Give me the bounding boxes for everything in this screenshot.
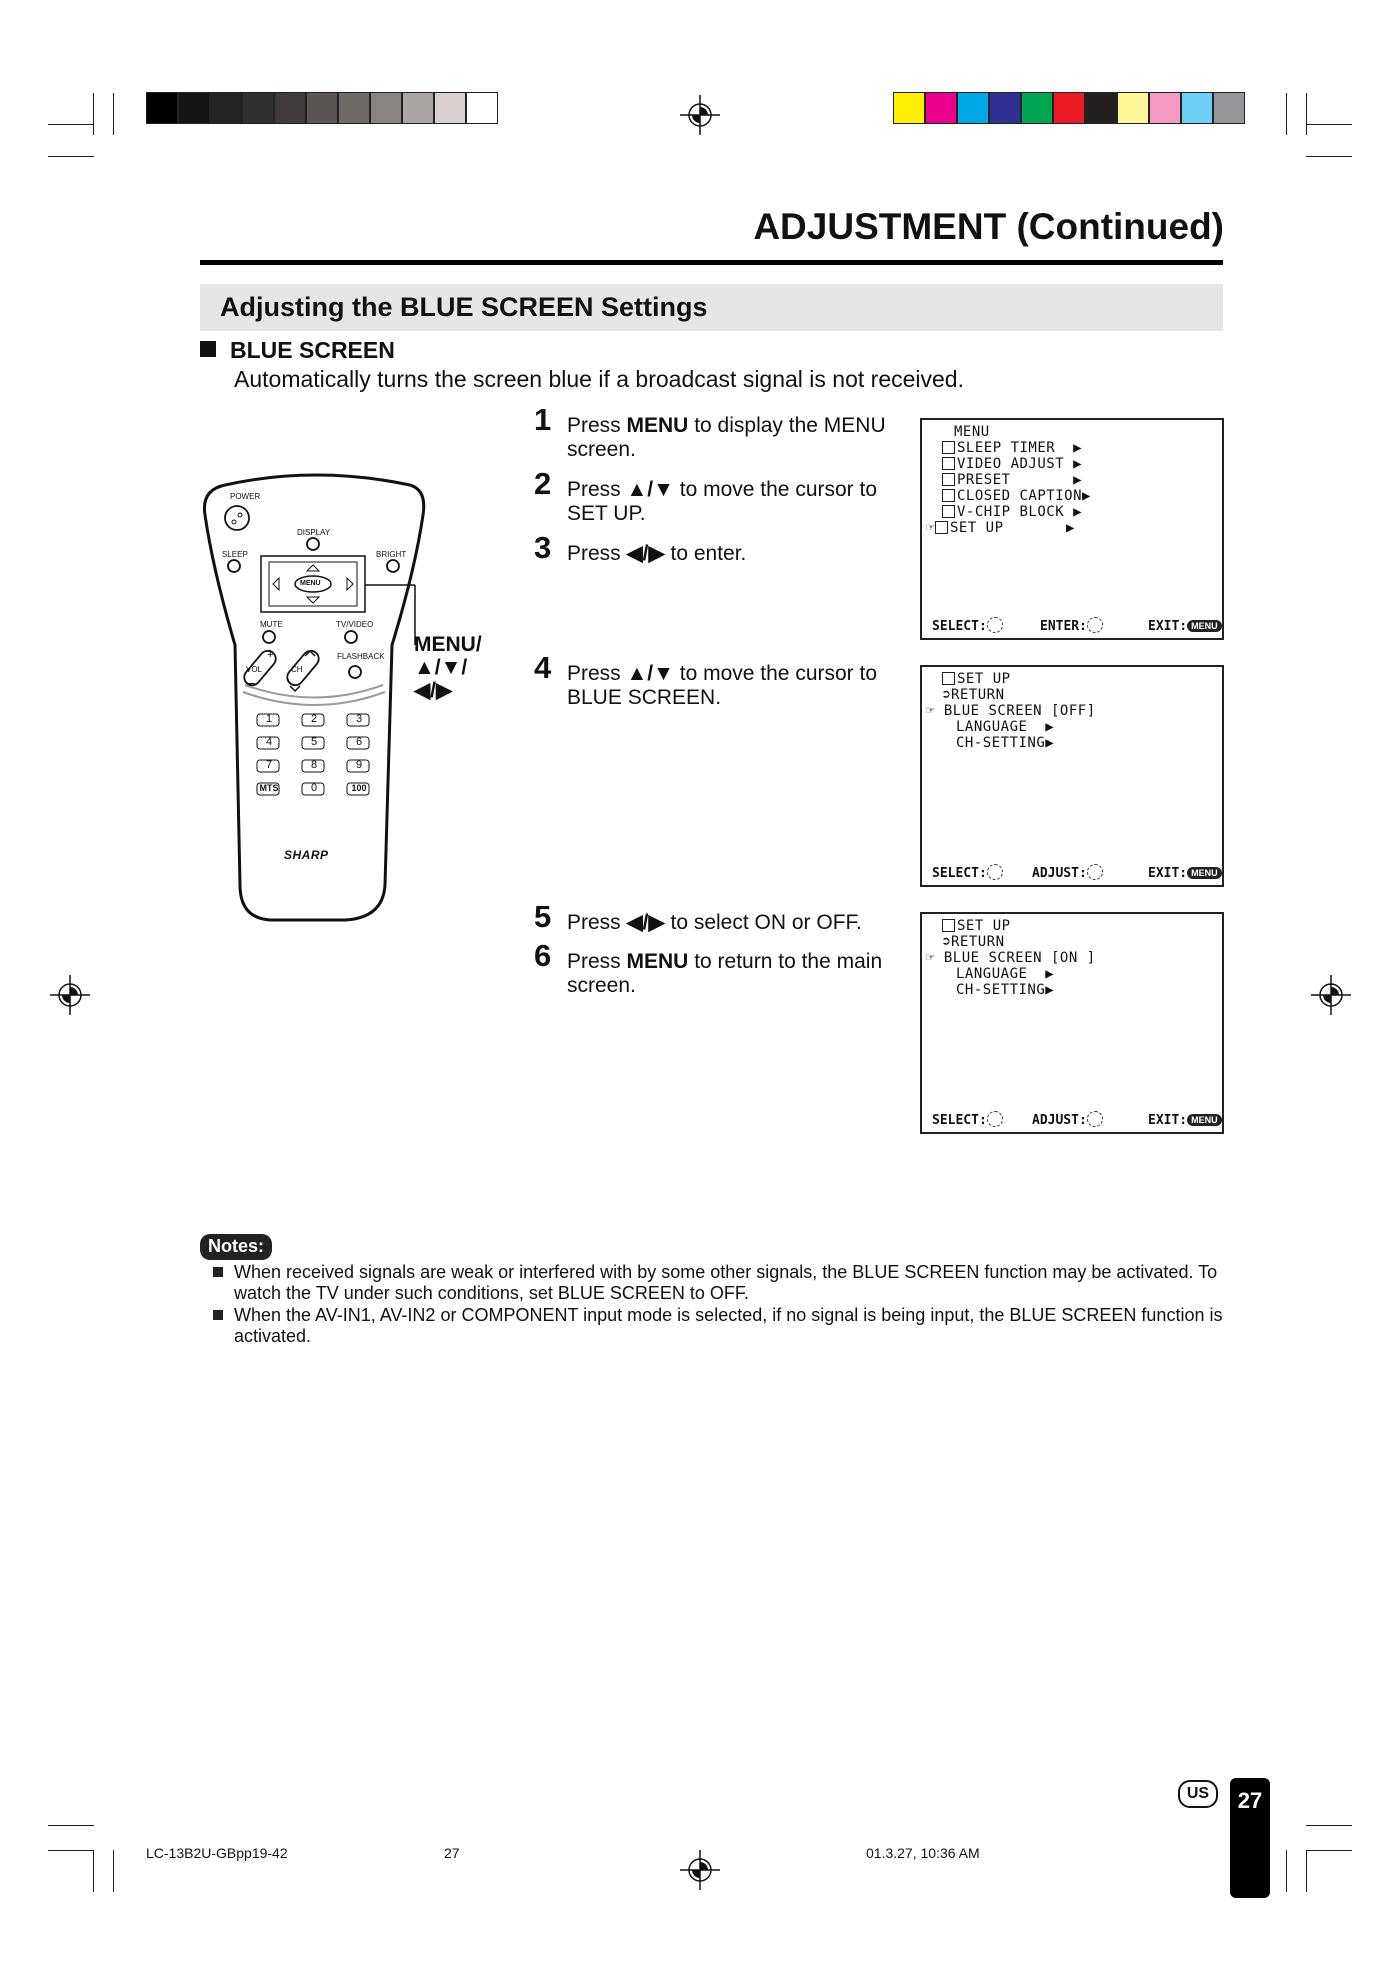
color-swatch	[1053, 92, 1085, 124]
step-text	[567, 414, 907, 462]
crop-mark	[48, 156, 94, 157]
crop-mark	[93, 93, 94, 135]
osd-item-label: V-CHIP BLOCK ▶	[957, 504, 1083, 520]
osd-title	[942, 918, 1011, 934]
registration-mark-icon	[680, 1850, 720, 1890]
bright-label: BRIGHT	[376, 550, 407, 559]
color-swatch	[925, 92, 957, 124]
keypad-button: 6	[355, 736, 363, 748]
color-swatch	[466, 92, 498, 124]
osd-footer-label: SELECT:	[932, 1113, 987, 1128]
bullet-square-icon	[213, 1310, 223, 1320]
grayscale-bar	[146, 92, 498, 124]
number-keypad	[257, 714, 377, 814]
osd-footer-label: SELECT:	[932, 866, 987, 881]
step-number: 4	[534, 650, 552, 685]
color-swatch	[1117, 92, 1149, 124]
step-number: 2	[534, 466, 552, 501]
preset-icon	[942, 473, 955, 486]
step-text-post: to return to the main screen.	[567, 950, 883, 997]
menu-button-icon: MENU	[1187, 620, 1222, 632]
remote-pad-icon	[987, 1111, 1003, 1127]
flashback-label: FLASHBACK	[337, 652, 385, 661]
osd-item	[942, 472, 1082, 488]
osd-item: LANGUAGE ▶	[956, 719, 1055, 735]
color-swatch	[434, 92, 466, 124]
crop-mark	[1306, 1850, 1307, 1892]
color-swatch	[210, 92, 242, 124]
vchip-icon	[942, 505, 955, 518]
step-text	[567, 662, 877, 710]
registration-mark-icon	[680, 95, 720, 135]
remote-pad-icon	[987, 617, 1003, 633]
osd-footer-label: EXIT:	[1148, 1113, 1188, 1128]
osd-footer-exit	[1148, 1113, 1222, 1128]
keypad-button: 3	[355, 713, 363, 725]
osd-item-selected	[926, 520, 1075, 536]
osd-item-label: PRESET ▶	[957, 472, 1083, 488]
remote-callout-line: MENU/	[414, 633, 482, 656]
footer-page-number: 27	[444, 1845, 460, 1861]
setup-icon	[935, 521, 948, 534]
osd-item-label: RETURN	[950, 687, 1005, 703]
caption-icon	[942, 489, 955, 502]
step-text-pre: Press	[567, 414, 627, 437]
return-icon: ➲	[942, 687, 951, 703]
step-text-key: ◀/▶	[626, 911, 665, 934]
color-swatch	[306, 92, 338, 124]
crop-mark	[48, 124, 94, 125]
step-text-pre: Press	[567, 478, 627, 501]
remote-pad-icon	[1087, 617, 1103, 633]
osd-footer-label: EXIT:	[1148, 866, 1188, 881]
keypad-button: 7	[265, 759, 273, 771]
notes-badge: Notes:	[200, 1234, 272, 1260]
page-number-tab	[1230, 1778, 1270, 1898]
keypad-button: 4	[265, 736, 273, 748]
osd-item-label: RETURN	[950, 934, 1005, 950]
step-number: 3	[534, 530, 552, 565]
osd-setup-screen-on	[920, 912, 1224, 1134]
registration-mark-icon	[50, 975, 90, 1015]
step-text-post: to move the cursor to SET UP.	[567, 478, 878, 525]
step-text-post: to display the MENU screen.	[567, 414, 886, 461]
osd-item	[942, 440, 1082, 456]
osd-item-selected	[926, 950, 1096, 966]
section-heading: Adjusting the BLUE SCREEN Settings	[220, 292, 708, 322]
osd-item-label: SLEEP TIMER ▶	[957, 440, 1083, 456]
osd-footer-label: EXIT:	[1148, 619, 1188, 634]
step-text	[567, 950, 907, 998]
crop-mark	[1306, 1850, 1352, 1851]
setup-icon	[942, 672, 955, 685]
osd-footer-label: ENTER:	[1040, 619, 1087, 634]
color-swatch	[146, 92, 178, 124]
setup-icon	[942, 919, 955, 932]
color-swatch	[178, 92, 210, 124]
keypad-button: 8	[310, 759, 318, 771]
crop-mark	[113, 93, 114, 135]
osd-item: CH-SETTING▶	[956, 982, 1055, 998]
hundred-button: 100	[351, 783, 367, 793]
keypad-button: 9	[355, 759, 363, 771]
remote-callout-line: ◀/▶	[414, 679, 453, 702]
osd-item	[942, 687, 1005, 703]
color-swatch	[893, 92, 925, 124]
section-heading-bar	[200, 284, 1223, 331]
osd-setup-screen-off	[920, 665, 1224, 887]
color-swatch	[1149, 92, 1181, 124]
step-text-post: to select ON or OFF.	[664, 911, 862, 934]
bullet-square-icon	[200, 341, 216, 357]
hand-pointer-icon: ☞	[926, 520, 935, 536]
crop-mark	[1306, 93, 1307, 135]
sleep-label: SLEEP	[222, 550, 248, 559]
step-text-key: ▲/▼	[626, 662, 674, 685]
remote-pad-icon	[987, 864, 1003, 880]
svg-text:–: –	[247, 674, 255, 690]
menu-button: MENU	[300, 580, 321, 587]
color-swatch	[1181, 92, 1213, 124]
step-number: 1	[534, 402, 552, 437]
color-swatch	[370, 92, 402, 124]
step-text-post: to move the cursor to BLUE SCREEN.	[567, 662, 878, 709]
step-text-pre: Press	[567, 542, 627, 565]
page-number: 27	[1237, 1788, 1263, 1813]
osd-item-label: CLOSED CAPTION▶	[957, 488, 1091, 504]
keypad-button: 1	[265, 713, 273, 725]
crop-mark	[1306, 1825, 1352, 1826]
step-text-pre: Press	[567, 950, 627, 973]
description: Automatically turns the screen blue if a broadcast signal is not received.	[234, 366, 964, 392]
sharp-logo: SHARP	[284, 848, 329, 862]
osd-footer-select	[932, 864, 1003, 881]
return-icon: ➲	[942, 934, 951, 950]
color-swatch	[1085, 92, 1117, 124]
note-text: When received signals are weak or interfered with by some other signals, the BLUE SCREEN function may be activated. To watch the TV under such conditions, set BLUE SCREEN to OFF.	[234, 1262, 1218, 1303]
step-number: 6	[534, 938, 552, 973]
step-text	[567, 911, 907, 935]
osd-footer-label: SELECT:	[932, 619, 987, 634]
remote-pad-icon	[1087, 1111, 1103, 1127]
osd-footer-exit	[1148, 619, 1222, 634]
tv-video-label: TV/VIDEO	[336, 620, 374, 629]
osd-footer-select	[932, 1111, 1003, 1128]
vol-label: VOL	[246, 665, 263, 674]
step-text-pre: Press	[567, 662, 627, 685]
region-badge: US	[1178, 1780, 1218, 1808]
osd-footer-label: ADJUST:	[1032, 1113, 1087, 1128]
mts-button: MTS	[259, 783, 279, 793]
subheading-text: BLUE SCREEN	[230, 337, 395, 363]
zero-button: 0	[310, 782, 318, 794]
step-text-key: MENU	[626, 414, 689, 437]
step-text	[567, 478, 907, 526]
registration-mark-icon	[1311, 975, 1351, 1015]
osd-footer-exit	[1148, 866, 1222, 881]
mute-label: MUTE	[260, 620, 283, 629]
crop-mark	[1286, 1850, 1287, 1892]
step-number: 5	[534, 899, 552, 934]
osd-footer-enter	[1040, 617, 1103, 634]
osd-title	[942, 671, 1011, 687]
crop-mark	[48, 1825, 94, 1826]
color-calibration-bar	[893, 92, 1245, 124]
color-swatch	[1021, 92, 1053, 124]
video-icon	[942, 457, 955, 470]
osd-item	[942, 488, 1091, 504]
osd-item	[942, 456, 1082, 472]
crop-mark	[1306, 156, 1352, 157]
step-text	[567, 542, 907, 566]
color-swatch	[402, 92, 434, 124]
note-text: When the AV-IN1, AV-IN2 or COMPONENT input mode is selected, if no signal is being input, the BLUE SCREEN function is activated.	[234, 1305, 1223, 1346]
osd-title: MENU	[954, 424, 990, 440]
color-swatch	[957, 92, 989, 124]
keypad-button: 2	[310, 713, 318, 725]
color-swatch	[1213, 92, 1245, 124]
osd-item-label: SET UP ▶	[949, 520, 1075, 536]
color-swatch	[338, 92, 370, 124]
osd-item	[942, 934, 1005, 950]
timer-icon	[942, 441, 955, 454]
footer-file-name: LC-13B2U-GBpp19-42	[146, 1845, 288, 1861]
crop-mark	[113, 1850, 114, 1892]
osd-item	[942, 504, 1082, 520]
osd-title-label: SET UP	[957, 671, 1011, 687]
step-text-key: MENU	[626, 950, 689, 973]
osd-footer-label: ADJUST:	[1032, 866, 1087, 881]
crop-mark	[1286, 93, 1287, 135]
osd-item-selected	[926, 703, 1096, 719]
crop-mark	[1306, 124, 1352, 125]
hand-pointer-icon: ☞	[926, 703, 944, 719]
hand-pointer-icon: ☞	[926, 950, 944, 966]
display-label: DISPLAY	[297, 528, 331, 537]
title-rule	[200, 260, 1223, 265]
keypad-button: 5	[310, 736, 318, 748]
ch-label: CH	[291, 665, 303, 674]
osd-footer-adjust	[1032, 1111, 1103, 1128]
remote-callout-line: ▲/▼/	[414, 656, 468, 679]
crop-mark	[48, 1850, 94, 1851]
osd-item: CH-SETTING▶	[956, 735, 1055, 751]
osd-item-label: BLUE SCREEN [ON ]	[943, 950, 1096, 966]
bullet-square-icon	[213, 1267, 223, 1277]
step-text-pre: Press	[567, 911, 627, 934]
remote-callout-label	[414, 633, 482, 702]
osd-footer-adjust	[1032, 864, 1103, 881]
svg-text:+: +	[267, 649, 274, 661]
color-swatch	[989, 92, 1021, 124]
step-text-key: ◀/▶	[626, 542, 665, 565]
color-swatch	[274, 92, 306, 124]
osd-menu-screen	[920, 418, 1224, 640]
step-text-post: to enter.	[664, 542, 747, 565]
power-label: POWER	[230, 492, 261, 501]
subheading	[200, 337, 395, 364]
osd-item: LANGUAGE ▶	[956, 966, 1055, 982]
osd-footer-select	[932, 617, 1003, 634]
osd-title-label: SET UP	[957, 918, 1011, 934]
page-title: ADJUSTMENT (Continued)	[753, 206, 1224, 247]
menu-button-icon: MENU	[1187, 867, 1222, 879]
color-swatch	[242, 92, 274, 124]
osd-item-label: VIDEO ADJUST ▶	[957, 456, 1083, 472]
remote-pad-icon	[1087, 864, 1103, 880]
menu-button-icon: MENU	[1187, 1114, 1222, 1126]
osd-item-label: BLUE SCREEN [OFF]	[943, 703, 1096, 719]
crop-mark	[93, 1850, 94, 1892]
step-text-key: ▲/▼	[626, 478, 674, 501]
footer-timestamp: 01.3.27, 10:36 AM	[866, 1845, 980, 1861]
